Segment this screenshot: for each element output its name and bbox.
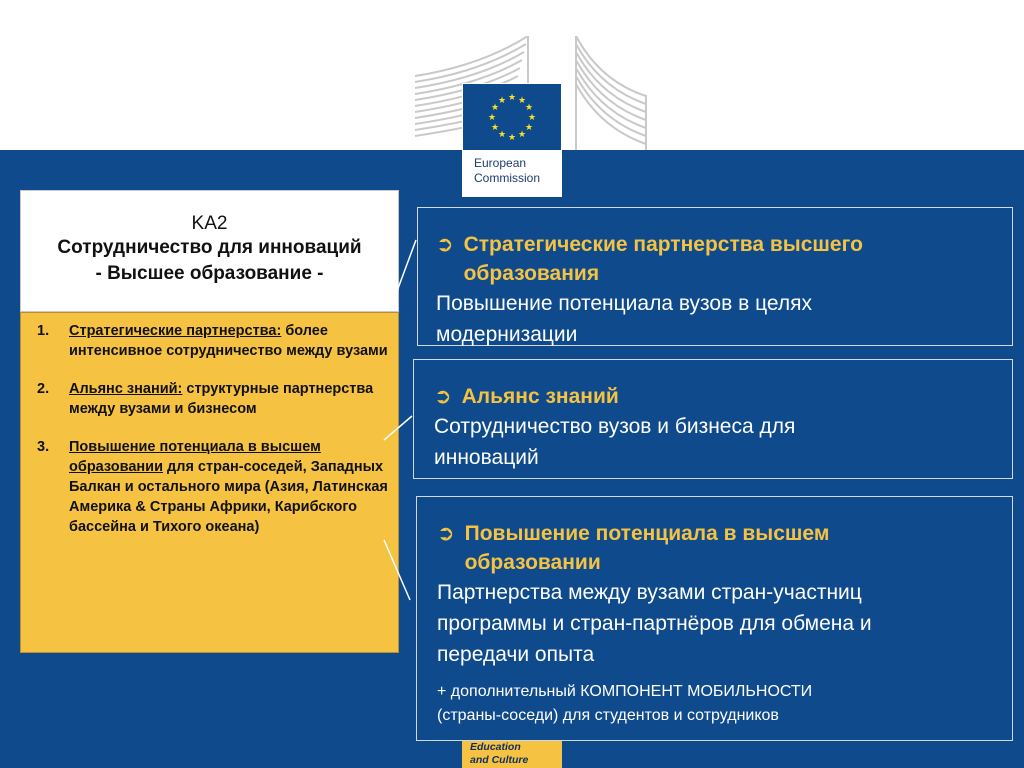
list-item-number: 3. — [37, 439, 50, 455]
arrow-bullet-icon: ➲ — [434, 385, 452, 408]
list-item — [31, 379, 388, 419]
list-item-text: более интенсивное сотрудничество между вузами — [69, 323, 388, 359]
knowledge-alliances-box — [413, 359, 1013, 479]
box-title: Альянс знаний — [461, 385, 619, 408]
ka2-code: KA2 — [191, 213, 228, 234]
svg-text:★: ★ — [524, 123, 534, 133]
mobility-note: + дополнительный КОМПОНЕНТ МОБИЛЬНОСТИ (страны-соседи) для студентов и сотрудников — [437, 683, 813, 724]
connector-line-1 — [390, 240, 416, 310]
svg-text:★: ★ — [497, 96, 507, 106]
list-item-link[interactable]: Стратегические партнерства: — [69, 323, 282, 339]
svg-text:★: ★ — [524, 103, 534, 113]
list-item-link[interactable]: Повышение потенциала в высшем образовании — [69, 439, 321, 475]
svg-text:★: ★ — [490, 103, 500, 113]
svg-text:★: ★ — [517, 96, 527, 106]
connector-line-2 — [384, 416, 412, 440]
list-item-text: для стран-соседей, Западных Балкан и остального мира (Азия, Латинская Америка & Страны Африки, Карибского бассейна и Тихого океана) — [69, 459, 388, 535]
ka2-title: Сотрудничество для инноваций - Высшее образование - — [57, 237, 362, 284]
education-culture-tag: Education and Culture — [462, 741, 562, 768]
svg-text:★: ★ — [497, 130, 507, 140]
ec-logo-text: European Commission — [474, 156, 541, 185]
box-body: Сотрудничество вузов и бизнеса для инноваций — [434, 415, 796, 469]
box-title: Повышение потенциала в высшем образовании — [464, 522, 830, 574]
svg-text:★: ★ — [487, 113, 497, 123]
svg-text:★: ★ — [507, 93, 517, 103]
list-item — [31, 437, 388, 537]
list-item-number: 1. — [37, 323, 50, 339]
box-body: Повышение потенциала вузов в целях модернизации — [436, 292, 812, 346]
list-item-text: структурные партнерства между вузами и бизнесом — [69, 381, 374, 417]
box-title: Стратегические партнерства высшего образования — [463, 233, 863, 285]
svg-text:★: ★ — [527, 113, 537, 123]
list-item-number: 2. — [37, 381, 50, 397]
arrow-bullet-icon: ➲ — [437, 522, 455, 545]
eu-flag-icon — [463, 84, 561, 150]
svg-text:★: ★ — [490, 123, 500, 133]
strategic-partnerships-box — [417, 207, 1013, 346]
svg-text:★: ★ — [517, 130, 527, 140]
svg-text:★: ★ — [507, 133, 517, 143]
list-item-link[interactable]: Альянс знаний: — [69, 381, 183, 397]
list-item — [31, 321, 388, 361]
connector-line-3 — [384, 540, 410, 600]
arrow-bullet-icon: ➲ — [436, 233, 454, 256]
ka2-header-box — [20, 190, 399, 312]
capacity-building-box — [416, 496, 1013, 741]
ka2-actions-list — [20, 312, 399, 653]
box-body: Партнерства между вузами стран-участниц программы и стран-партнёров для обмена и передачи опыта — [437, 581, 872, 666]
